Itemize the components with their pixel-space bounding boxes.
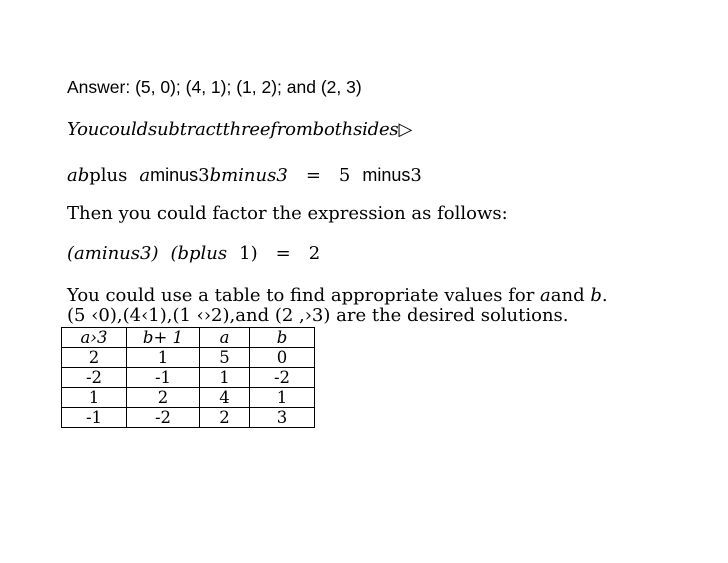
table-cell: 1 (250, 388, 315, 408)
eq1-plus: plus (89, 165, 128, 186)
table-row (62, 408, 315, 428)
eq1-three: 3 (198, 165, 210, 186)
eq1-ab: ab (67, 165, 90, 186)
header-b (250, 328, 315, 348)
eq1-minus: minus (150, 165, 199, 185)
value-table (61, 327, 315, 428)
eq2-two: 2 (308, 243, 321, 264)
table-intro-prefix: You could use a table to find appropriate values for (67, 285, 541, 306)
eq2-left: (aminus3) (67, 243, 159, 264)
header-b-text: b (276, 328, 288, 347)
table-cell: 2 (127, 388, 200, 408)
eq1-five: 5 (338, 165, 351, 186)
eq1-minus-2: minus (362, 165, 411, 185)
hint-line: Youcouldsubtractthreefrombothsides▷ (67, 119, 413, 140)
table-cell: 5 (200, 348, 250, 368)
eq1-three-2: 3 (410, 165, 422, 186)
eq2-one: 1) (239, 243, 258, 264)
table-cell: 4 (200, 388, 250, 408)
table-intro-text (67, 287, 608, 305)
table-row (62, 368, 315, 388)
header-a-text: a (219, 328, 230, 347)
table-intro-and: and (550, 285, 591, 306)
table-cell: -1 (127, 368, 200, 388)
factor-text: Then you could factor the expression as follows: (67, 203, 508, 224)
table-intro-a: a (540, 285, 551, 306)
eq2-right: (bplus (170, 243, 228, 264)
eq2-equals: = (275, 243, 291, 264)
table-cell: 0 (250, 348, 315, 368)
equation-1 (67, 166, 422, 185)
table-cell: -2 (127, 408, 200, 428)
eq1-b-minus3: bminus3 (209, 165, 288, 186)
table-row (62, 388, 315, 408)
header-b-plus-1: b+ 1 (127, 328, 200, 348)
header-a (200, 328, 250, 348)
table-row (62, 348, 315, 368)
table-cell: 2 (62, 348, 127, 368)
eq1-equals: = (305, 165, 321, 186)
eq1-a: a (139, 165, 151, 186)
header-a-minus-3: a›3 (62, 328, 127, 348)
table-cell: -1 (62, 408, 127, 428)
table-intro-suffix: . (601, 285, 608, 306)
table-cell: 1 (62, 388, 127, 408)
answer-line: Answer: (5, 0); (4, 1); (1, 2); and (2, 3) (67, 77, 362, 97)
table-cell: -2 (250, 368, 315, 388)
equation-2 (67, 245, 320, 263)
table-cell: -2 (62, 368, 127, 388)
table-cell: 3 (250, 408, 315, 428)
table-cell: 2 (200, 408, 250, 428)
table-cell: 1 (127, 348, 200, 368)
solutions-text: (5 ‹0),(4‹1),(1 ‹›2),and (2 ,›3) are the desired solutions. (67, 305, 569, 326)
table-intro-b: b (590, 285, 602, 306)
table-cell: 1 (200, 368, 250, 388)
table-header-row (62, 328, 315, 348)
